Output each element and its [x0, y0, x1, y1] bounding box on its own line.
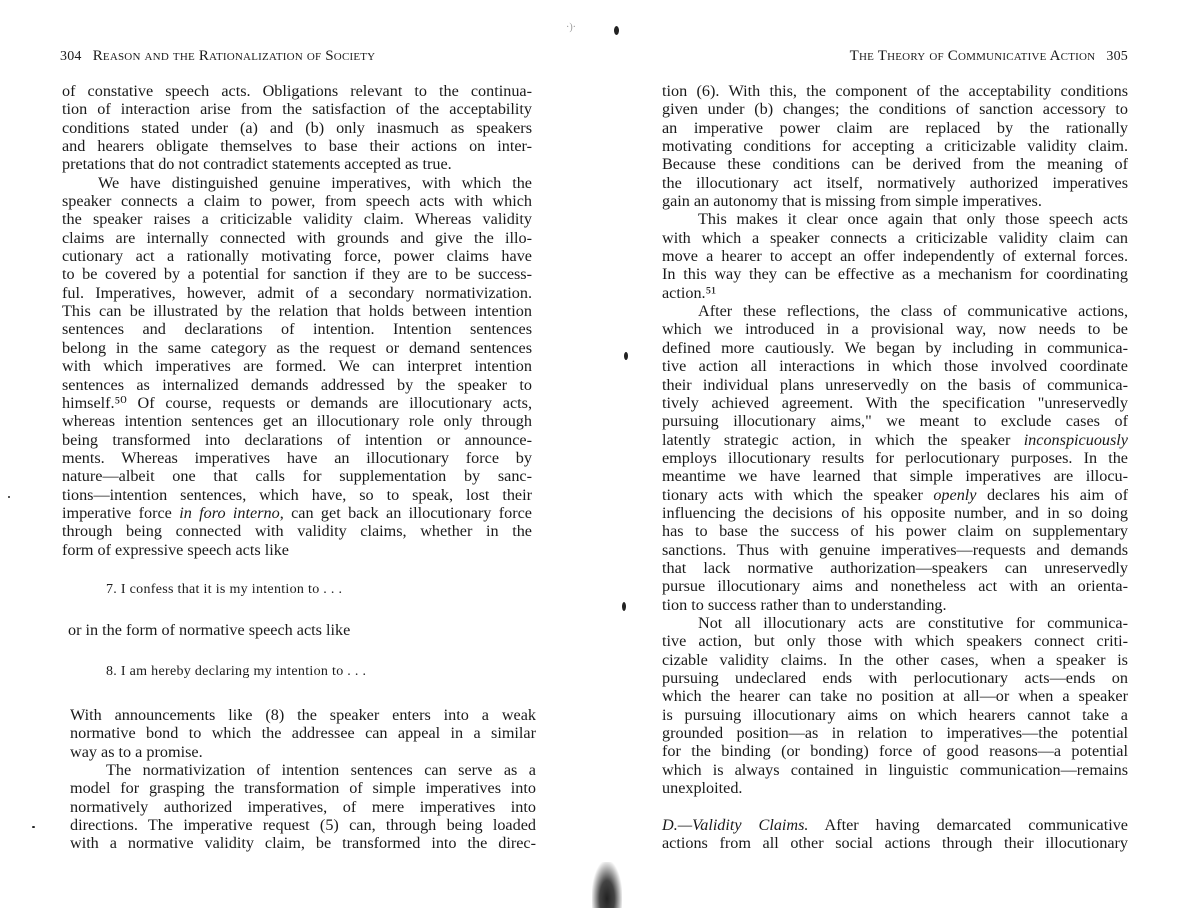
text-line: form of expressive speech acts like: [62, 540, 289, 559]
text-line: sentences and declarations of intention. Intention sentences: [62, 320, 532, 339]
text-line: himself.⁵⁰ Of course, requests or demands are illocutionary acts,: [62, 393, 532, 412]
text-line: meantime we have learned that simple imperatives are illocu-: [662, 467, 1128, 486]
text-line: that lack normative authorization—speakers can unreservedly: [662, 558, 1128, 577]
text-line: [662, 797, 1128, 815]
text-line: and hearers obligate themselves to base their actions on inter-: [62, 137, 532, 156]
page-number-left: 304: [60, 49, 82, 64]
left-body-text-2: [70, 706, 536, 853]
text-line: motivating conditions for accepting a criticizable validity claim.: [662, 137, 1128, 156]
text-line: cutionary act a rationally motivating force, power claims have: [62, 247, 532, 266]
text-line: actions from all other social actions through their illocutionary: [662, 834, 1128, 853]
text-line: tionary acts with which the speaker openly declares his aim of: [662, 485, 1128, 504]
text-line: with which a speaker connects a criticizable validity claim can: [662, 228, 1128, 247]
scan-mark: ·)·: [566, 22, 576, 33]
text-line: We have distinguished genuine imperatives, with which the: [98, 173, 532, 192]
example-8: 8. I am hereby declaring my intention to . . .: [106, 664, 367, 679]
text-line: grounded position—as in relation to imperatives—the potential: [662, 724, 1128, 743]
text-line: to be covered by a potential for sanction if they are to be success-: [62, 265, 532, 284]
text-line: the speaker raises a criticizable validity claim. Whereas validity: [62, 210, 532, 229]
text-line: defined more cautiously. We began by including in communica-: [662, 338, 1128, 357]
text-line: ments. Whereas imperatives have an illocutionary force by: [62, 448, 532, 467]
text-line: tive action all interactions in which those involved coordinate: [662, 357, 1128, 376]
text-line: With announcements like (8) the speaker enters into a weak: [70, 706, 536, 724]
text-line: unexploited.: [662, 779, 743, 798]
text-line: whereas intention sentences get an illocutionary role only through: [62, 412, 532, 431]
text-line: given under (b) changes; the conditions of sanction accessory to: [662, 100, 1128, 119]
text-line: directions. The imperative request (5) can, through being loaded: [70, 816, 536, 835]
text-line: has to base the success of his power claim on supplementary: [662, 522, 1128, 541]
text-line: which the hearer can take no position at all—or when a speaker: [662, 687, 1128, 706]
page-number-right: 305: [1106, 49, 1128, 64]
left-body-text-1: [62, 82, 532, 559]
text-line: cizable validity claims. In the other cases, when a speaker is: [662, 650, 1128, 669]
text-line: tion of interaction arise from the satisfaction of the acceptability: [62, 100, 532, 119]
text-line: normatively authorized imperatives, of mere imperatives into: [70, 797, 536, 816]
text-line: with a normative validity claim, be transformed into the direc-: [70, 834, 536, 853]
text-line: which is always contained in linguistic communication—remains: [662, 760, 1128, 779]
text-line: latently strategic action, in which the speaker inconspicuously: [662, 430, 1128, 449]
text-line: for the binding (or bonding) force of good reasons—a potential: [662, 742, 1128, 761]
example-7: 7. I confess that it is my intention to . . .: [106, 582, 343, 597]
text-line: which we introduced in a provisional way, now needs to be: [662, 320, 1128, 339]
text-line: of constative speech acts. Obligations relevant to the continua-: [62, 82, 532, 100]
running-head-left: [60, 48, 375, 65]
text-line: imperative force in foro interno, can get back an illocutionary force: [62, 503, 532, 522]
text-line: an imperative power claim are replaced by the rationally: [662, 118, 1128, 137]
running-head-right: [850, 48, 1128, 65]
left-page: [0, 0, 596, 908]
text-line: sanctions. Thus with genuine imperatives—requests and demands: [662, 540, 1128, 559]
text-line: tions—intention sentences, which have, so to speak, lost their: [62, 485, 532, 504]
text-line: nature—albeit one that calls for supplementation by sanc-: [62, 467, 532, 486]
text-line: Not all illocutionary acts are constitutive for communica-: [698, 613, 1128, 632]
text-line: sentences as internalized demands addressed by the speaker to: [62, 375, 532, 394]
text-line: with which imperatives are formed. We can interpret intention: [62, 357, 532, 376]
text-line: D.—Validity Claims. After having demarcated communicative: [662, 815, 1128, 834]
text-line: their individual plans unreservedly on the basis of communica-: [662, 375, 1128, 394]
connecting-line: or in the form of normative speech acts like: [68, 621, 351, 639]
text-line: The normativization of intention sentences can serve as a: [106, 761, 536, 780]
text-line: tion to success rather than to understanding.: [662, 595, 947, 614]
text-line: being transformed into declarations of intention or announce-: [62, 430, 532, 449]
text-line: gain an autonomy that is missing from simple imperatives.: [662, 192, 1042, 211]
text-line: the illocutionary act itself, normatively authorized imperatives: [662, 173, 1128, 192]
text-line: In this way they can be effective as a mechanism for coordinating: [662, 265, 1128, 284]
text-line: employs illocutionary results for perlocutionary purposes. In the: [662, 448, 1128, 467]
text-line: model for grasping the transformation of simple imperatives into: [70, 779, 536, 798]
right-body-text: [662, 82, 1128, 852]
text-line: move a hearer to accept an offer independently of external forces.: [662, 247, 1128, 266]
text-line: This can be illustrated by the relation that holds between intention: [62, 302, 532, 321]
running-head-title-left: Reason and the Rationalization of Society: [92, 48, 376, 64]
text-line: is pursuing illocutionary aims on which hearers cannot take a: [662, 705, 1128, 724]
text-line: claims are internally connected with grounds and give the illo-: [62, 228, 532, 247]
text-line: pursuing undeclared ends with perlocutionary acts—ends on: [662, 669, 1128, 687]
text-line: This makes it clear once again that only those speech acts: [698, 210, 1128, 229]
text-line: pretations that do not contradict statements accepted as true.: [62, 155, 452, 174]
running-head-title-right: The Theory of Communicative Action: [849, 48, 1096, 64]
text-line: After these reflections, the class of communicative actions,: [698, 302, 1128, 321]
text-line: pursue illocutionary aims and nonetheless act with an orienta-: [662, 577, 1128, 596]
text-line: conditions stated under (a) and (b) only inasmuch as speakers: [62, 118, 532, 137]
text-line: normative bond to which the addressee can appeal in a similar: [70, 724, 536, 743]
text-line: belong in the same category as the request or demand sentences: [62, 338, 532, 357]
text-line: way as to a promise.: [70, 742, 203, 761]
text-line: speaker connects a claim to power, from speech acts with which: [62, 192, 532, 211]
text-line: action.⁵¹: [662, 283, 717, 302]
text-line: Because these conditions can be derived from the meaning of: [662, 155, 1128, 174]
text-line: tive action, but only those with which speakers connect criti-: [662, 632, 1128, 651]
text-line: pursuing illocutionary aims," we meant to exclude cases of: [662, 412, 1128, 431]
text-line: ful. Imperatives, however, admit of a secondary normativization.: [62, 283, 532, 302]
text-line: tion (6). With this, the component of the acceptability conditions: [662, 82, 1128, 100]
text-line: through being connected with validity claims, whether in the: [62, 522, 532, 541]
text-line: influencing the decisions of his opposite number, and in so doing: [662, 503, 1128, 522]
text-line: tively achieved agreement. With the specification "unreservedly: [662, 393, 1128, 412]
